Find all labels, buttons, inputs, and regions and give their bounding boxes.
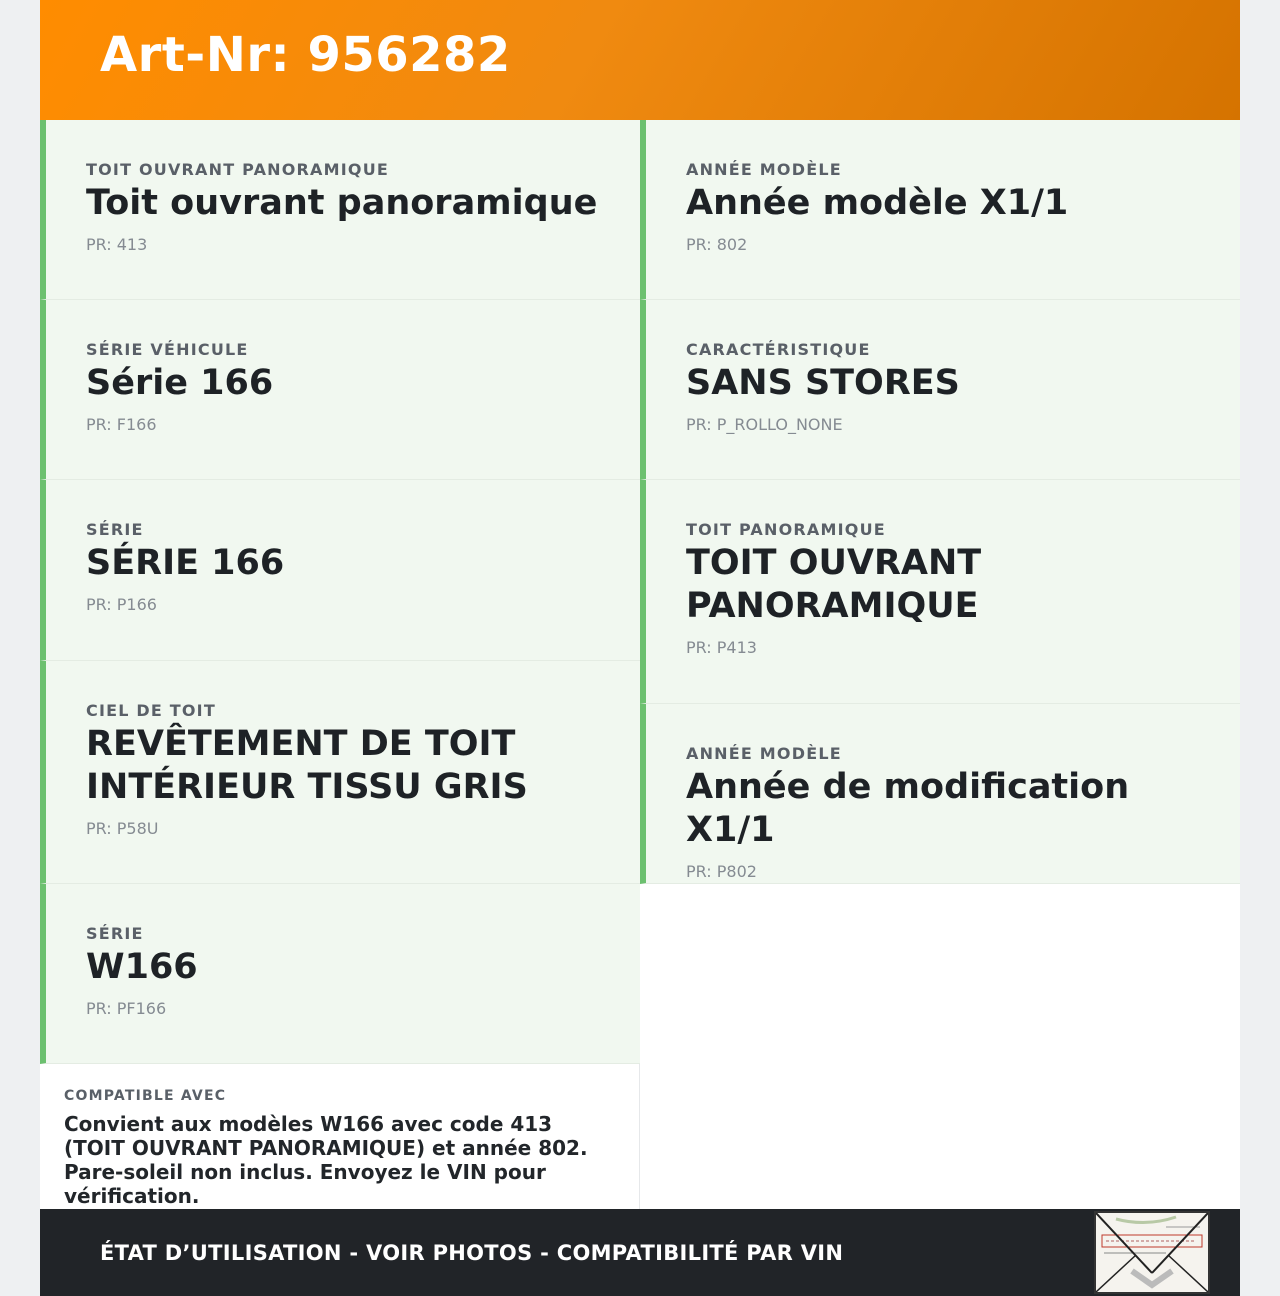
spec-label: SÉRIE — [86, 520, 144, 539]
spec-code: PR: P166 — [86, 595, 157, 614]
footer-text: ÉTAT D’UTILISATION - VOIR PHOTOS - COMPATIBILITÉ PAR VIN — [100, 1240, 844, 1265]
spec-code: PR: P413 — [686, 638, 757, 657]
spec-code: PR: 413 — [86, 235, 148, 254]
spec-code: PR: PF166 — [86, 999, 167, 1018]
spec-value: Année modèle X1/1 — [686, 183, 1069, 223]
spec-code: PR: P58U — [86, 819, 159, 838]
spec-card — [40, 661, 640, 884]
spec-card — [40, 884, 640, 1064]
spec-code: PR: F166 — [86, 415, 157, 434]
spec-value: SÉRIE 166 — [86, 543, 285, 583]
spec-column-left — [40, 120, 640, 1064]
spec-value: REVÊTEMENT DE TOIT INTÉRIEUR TISSU GRIS — [86, 724, 528, 807]
compatibility-box — [40, 1064, 640, 1209]
spec-card — [40, 480, 640, 661]
spec-card — [40, 300, 640, 480]
spec-label: TOIT PANORAMIQUE — [686, 520, 886, 539]
label-photo-thumbnail-icon[interactable] — [1094, 1211, 1210, 1294]
spec-label: CARACTÉRISTIQUE — [686, 340, 871, 359]
spec-label: ANNÉE MODÈLE — [686, 744, 842, 763]
product-sheet — [40, 0, 1240, 1296]
spec-value: Série 166 — [86, 363, 274, 403]
spec-card — [640, 300, 1240, 480]
spec-value: Année de modification X1/1 — [686, 767, 1130, 850]
spec-value: SANS STORES — [686, 363, 960, 403]
spec-card — [640, 704, 1240, 884]
article-number-title: Art-Nr: 956282 — [100, 27, 511, 83]
header-banner — [40, 0, 1240, 120]
spec-label: TOIT OUVRANT PANORAMIQUE — [86, 160, 390, 179]
spec-label: ANNÉE MODÈLE — [686, 160, 842, 179]
spec-code: PR: P_ROLLO_NONE — [686, 415, 843, 434]
spec-column-right — [640, 120, 1240, 884]
compatibility-label: COMPATIBLE AVEC — [64, 1088, 227, 1104]
spec-label: SÉRIE — [86, 924, 144, 943]
spec-card — [640, 120, 1240, 300]
spec-value: Toit ouvrant panoramique — [86, 183, 598, 223]
spec-label: CIEL DE TOIT — [86, 701, 216, 720]
compatibility-text: Convient aux modèles W166 avec code 413 (TOIT OUVRANT PANORAMIQUE) et année 802. Pare-soleil non inclus. Envoyez le VIN pour vérification. — [64, 1112, 588, 1208]
spec-card — [40, 120, 640, 300]
spec-card — [640, 480, 1240, 704]
spec-value: TOIT OUVRANT PANORAMIQUE — [686, 543, 982, 626]
spec-code: PR: P802 — [686, 862, 757, 881]
footer-bar — [40, 1209, 1240, 1296]
spec-code: PR: 802 — [686, 235, 748, 254]
spec-label: SÉRIE VÉHICULE — [86, 340, 249, 359]
spec-value: W166 — [86, 947, 198, 987]
